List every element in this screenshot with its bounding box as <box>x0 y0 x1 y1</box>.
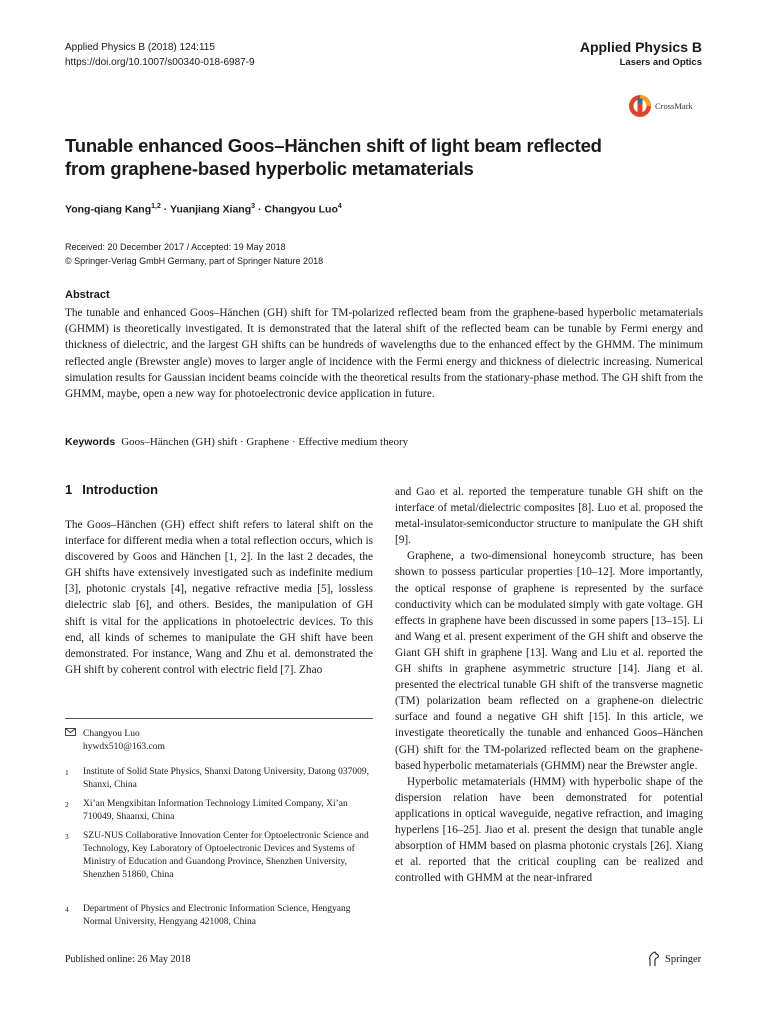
article-title: Tunable enhanced Goos–Hänchen shift of light beam reflected from graphene-based hyperbolic metamaterials <box>65 135 602 179</box>
springer-horse-icon <box>647 951 661 967</box>
section-title: Introduction <box>82 482 159 497</box>
corresponding-author <box>65 728 373 754</box>
author-name[interactable]: Yuanjiang Xiang <box>170 203 252 216</box>
publisher-name: Springer <box>665 953 702 965</box>
received-accepted: Received: 20 December 2017 / Accepted: 19 May 2018 <box>65 242 286 252</box>
corresponding-name: Changyou Luo <box>83 729 140 739</box>
citation: Applied Physics B (2018) 124:115 <box>65 42 215 53</box>
affiliation <box>65 766 373 792</box>
abstract-heading: Abstract <box>65 289 110 301</box>
keywords-text: Goos–Hänchen (GH) shift · Graphene · Effective medium theory <box>121 436 409 448</box>
publisher-logo <box>647 951 701 967</box>
section-number: 1 <box>65 482 73 497</box>
affiliation-text: SZU-NUS Collaborative Innovation Center for Optoelectronic Science and Technology, Key Laboratory of Optoelectronic Devices and Systems of Ministry of Education and Guandong Province, Shenzhen University, Shenzhen 51860, China <box>83 831 369 880</box>
doi-link[interactable]: https://doi.org/10.1007/s00340-018-6987-9 <box>65 57 255 68</box>
envelope-icon <box>65 728 83 741</box>
crossmark-icon <box>628 94 652 118</box>
author-list: Yong-qiang Kang$^{1,2}$ · Yuanjiang Xiang$^3$ · Changyou Luo$^4$ <box>65 203 342 216</box>
affiliation-number: 4 <box>65 905 69 914</box>
intro-paragraph: and Gao et al. reported the temperature tunable GH shift on the interface of metal/dielectric composites [8]. Luo et al. proposed the metal-insulator-semiconductor structure to manipulate the GH shift [9]. <box>395 486 703 547</box>
abstract-text: The tunable and enhanced Goos–Hänchen (GH) shift for TM-polarized reflected beam from the graphene-based hyperbolic metamaterials (GHMM) is theoretically investigated. It is demonstrated that the lateral shift of the reflected beam can be tunable by Fermi energy and thickness of dielectric, and the largest GH shifts can be hundreds of wavelengths due to the enhanced effect by the GHMM. The minimum reflected angle (Brewster angle) moves to larger angle of incidence with the Fermi energy and thickness of dielectric increasing. Numerical simulation results for Gaussian incident beams coincide with the theoretical results from the stationary-phase method. The GH shift from the GHMM, maybe, open a new way for photoelectronic device application in future. <box>65 307 703 401</box>
journal-name: Applied Physics B <box>579 39 702 55</box>
affiliation-number: 2 <box>65 800 69 809</box>
crossmark-label: CrossMark <box>655 101 693 111</box>
author-affiliation: 4 <box>337 203 342 210</box>
affiliation-number: 3 <box>65 832 69 841</box>
journal-header <box>580 38 702 69</box>
intro-paragraph: Hyperbolic metamaterials (HMM) with hyperbolic shape of the dispersion relation have been demonstrated for potential applications in optical waveguide, negative refraction, and imaging hyperlens [16–25]. Jiao et al. present the design that tunable angle absorption of HMM based on plasma photonic crystals [26]. Xiang et al. reported that the critical coupling can be realized and controlled with GHMM at the near-infrared <box>395 775 703 885</box>
author-affiliation: 1,2 <box>151 203 161 210</box>
right-column <box>395 484 703 886</box>
keywords <box>65 436 408 448</box>
author-affiliation: 3 <box>251 203 256 210</box>
keywords-label: Keywords <box>65 436 116 448</box>
affiliation-text: Institute of Solid State Physics, Shanxi Datong University, Datong 037009, Shanxi, China <box>83 767 369 790</box>
affiliation-number: 1 <box>65 768 69 777</box>
affiliation <box>65 903 373 929</box>
crossmark-badge[interactable] <box>628 94 693 118</box>
intro-paragraph: Graphene, a two-dimensional honeycomb structure, has been shown to possess particular properties [10–12]. More importantly, the optical response of graphene is represented by the surface conductivity which can be modulated simply with gate voltage. GH effects in graphene have been discussed in some papers [13–15]. Li and Wang et al. present experiment of the GH shift and observe the Giant GH shift in graphene [13]. Wang and Liu et al. reported the GH shifts in graphene asymmetric structure [14]. Jiang et al. presented the electrical tunable GH shift of the transverse magnetic (TM) polarization beam reflected on a graphene-on dielectric surface and found a negative GH shift [15]. In this article, we investigate theoretically the tunable and enhanced Goos–Hänchen (GH) shift for the TM-polarized reflected beam on the graphene-based hyperbolic metamaterials (GHMM) near the Brewster angle. <box>395 550 703 772</box>
intro-paragraph-left: The Goos–Hänchen (GH) effect shift refers to lateral shift on the interface for different media when a total reflection occurs, which is discovered by Goos and Hänchen [1, 2]. In the last 2 decades, the GH shifts have extensively investigated such as indefinite medium [3], photonic crystals [4], negative refractive media [5], lossless dielectric slab [6], and others. Besides, the manipulation of GH shift is vital for the applications in photoelectric devices. To this end, all kinds of schemes to manipulate the GH shift have been demonstrated. For instance, Wang and Zhu et al. demonstrated the GH shift by coherent control with electric field [7]. Zhao <box>65 519 373 676</box>
section-heading <box>65 482 158 497</box>
affiliation <box>65 830 373 882</box>
affiliation <box>65 798 373 824</box>
author-name[interactable]: Changyou Luo <box>264 203 338 216</box>
footnote-divider <box>65 718 373 719</box>
journal-subtitle: Lasers and Optics <box>619 57 702 68</box>
citation-header <box>65 40 255 70</box>
published-date: Published online: 26 May 2018 <box>65 954 191 965</box>
copyright: © Springer-Verlag GmbH Germany, part of Springer Nature 2018 <box>65 256 324 266</box>
article-dates <box>65 240 323 268</box>
author-name[interactable]: Yong-qiang Kang <box>65 203 152 216</box>
corresponding-email[interactable]: hywdx510@163.com <box>83 742 165 752</box>
affiliation-text: Xi’an Mengxibitan Information Technology Limited Company, Xi’an 710049, Shaanxi, China <box>83 799 348 822</box>
affiliation-text: Department of Physics and Electronic Information Science, Hengyang Normal University, Hengyang 421008, China <box>83 904 351 927</box>
